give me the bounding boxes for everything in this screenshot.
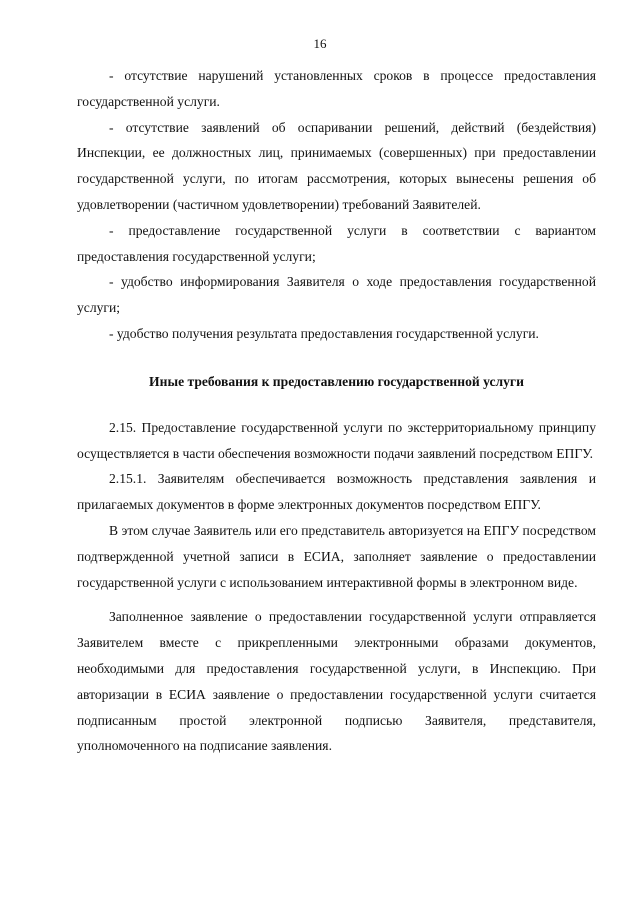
paragraph: В этом случае Заявитель или его представитель авторизуется на ЕПГУ посредством подтвержденной учетной записи в ЕСИА, заполняет заявление о предоставлении государственной услуги с использованием интерактивной формы в электронном виде.	[77, 522, 596, 590]
page-number: 16	[313, 36, 327, 51]
paragraph: Заполненное заявление о предоставлении государственной услуги отправляется Заявителем вместе с прикрепленными электронными образами документов, необходимыми для предоставления государственной услуги, в Инспекцию. При авторизации в ЕСИА заявление о предоставлении государственной услуги считается подписанным простой электронной подписью Заявителя, представителя, уполномоченного на подписание заявления.	[77, 609, 596, 754]
list-item: - отсутствие нарушений установленных сроков в процессе предоставления государственной услуги.	[77, 68, 596, 109]
list-item: - отсутствие заявлений об оспаривании решений, действий (бездействия) Инспекции, ее должностных лиц, принимаемых (совершенных) при предоставлении государственной услуги, по итогам рассмотрения, которых вынесены решения об удовлетворении (частичном удовлетворении) требований Заявителей.	[77, 119, 596, 212]
spacer	[77, 347, 596, 369]
spacer	[77, 595, 596, 604]
section-heading: Иные требования к предоставлению государственной услуги	[149, 373, 524, 389]
paragraph: 2.15. Предоставление государственной услуги по экстерриториальному принципу осуществляется в части обеспечения возможности подачи заявлений посредством ЕПГУ.	[77, 419, 596, 461]
document-body	[77, 63, 596, 759]
list-item: - удобство получения результата предоставления государственной услуги.	[109, 325, 539, 341]
list-item: - предоставление государственной услуги в соответствии с вариантом предоставления государственной услуги;	[77, 222, 596, 264]
paragraph: 2.15.1. Заявителям обеспечивается возможность представления заявления и прилагаемых документов в форме электронных документов посредством ЕПГУ.	[77, 471, 596, 513]
list-item: - удобство информирования Заявителя о ходе предоставления государственной услуги;	[77, 274, 596, 316]
spacer	[77, 395, 596, 415]
